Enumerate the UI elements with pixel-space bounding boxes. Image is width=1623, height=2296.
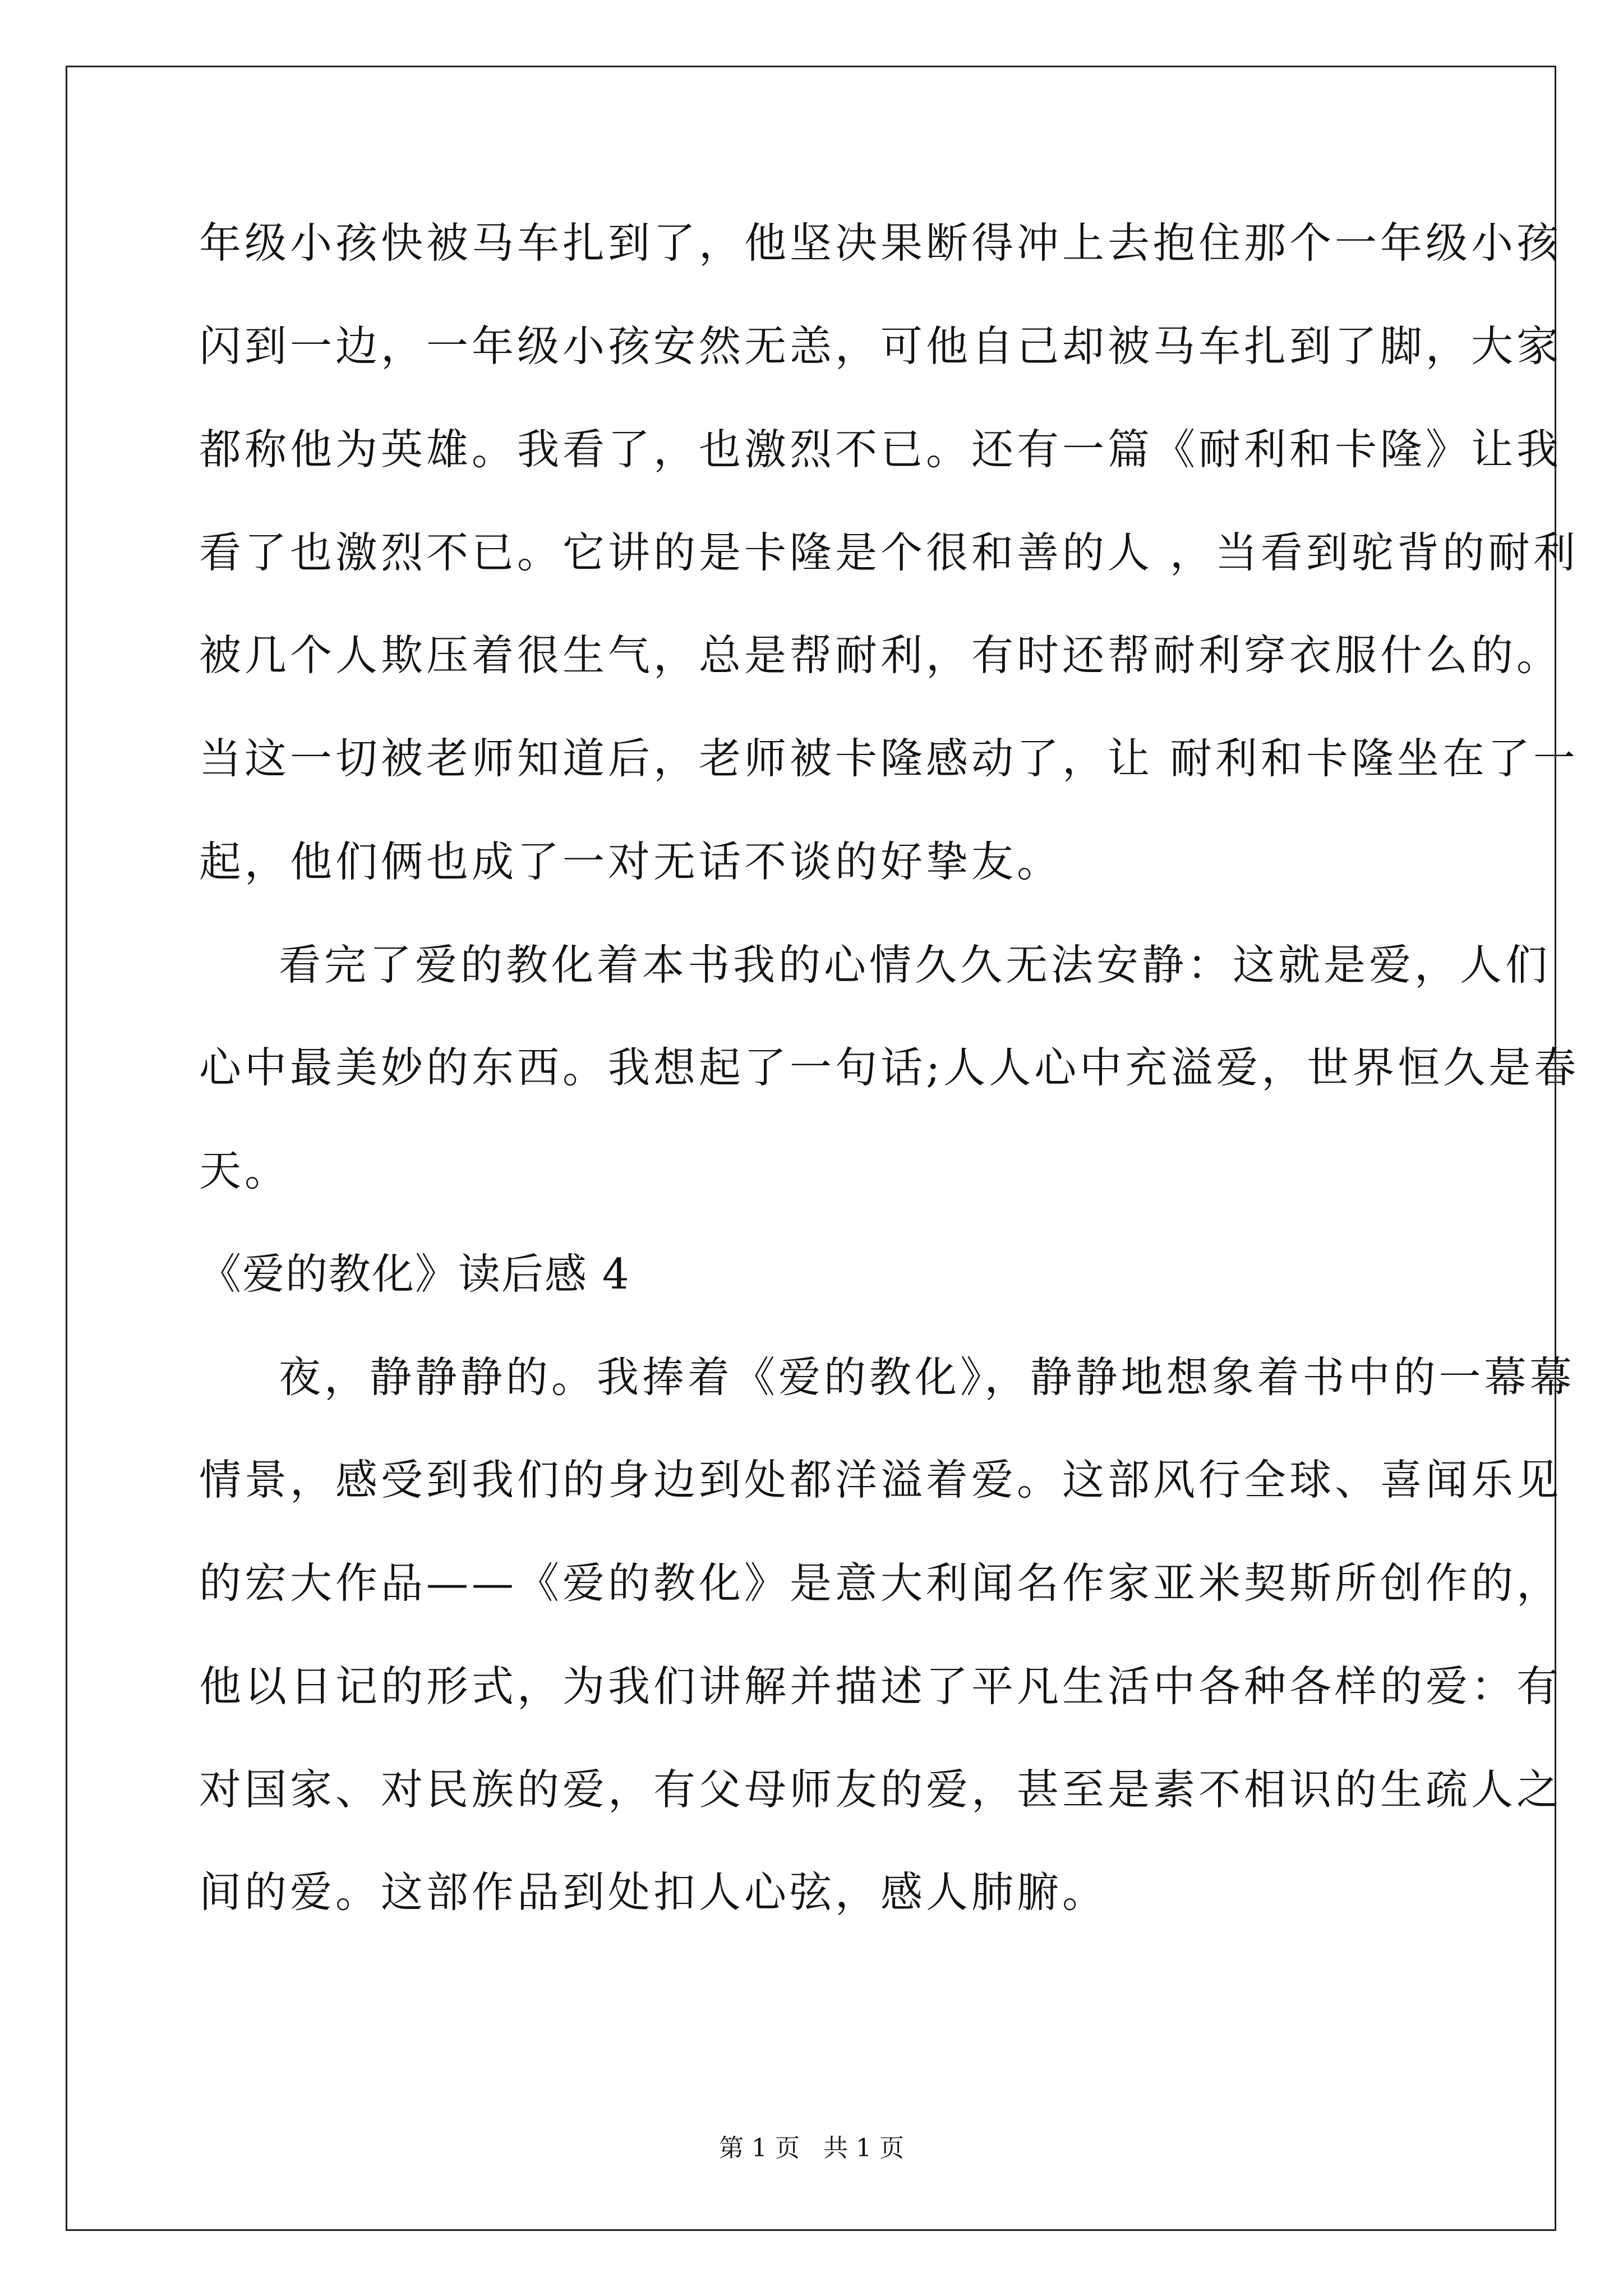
body-line-9: 心中最美妙的东西。我想起了一句话;人人心中充溢爱，世界恒久是春 (199, 1043, 1580, 1092)
body-line-16: 间的爱。这部作品到处扣人心弦，感人肺腑。 (199, 1867, 1108, 1917)
body-line-2: 闪到一边，一年级小孩安然无恙，可他自己却被马车扎到了脚，大家 (199, 321, 1562, 371)
body-line-13: 的宏大作品——《爱的教化》是意大利闻名作家亚米契斯所创作的， (199, 1558, 1562, 1608)
body-line-14: 他以日记的形式，为我们讲解并描述了平凡生活中各种各样的爱：有 (199, 1662, 1562, 1711)
body-line-4: 看了也激烈不已。它讲的是卡隆是个很和善的人 ，当看到驼背的耐利 (199, 528, 1579, 577)
body-line-11: 夜，静静静的。我捧着《爱的教化》，静静地想象着书中的一幕幕 (279, 1352, 1575, 1402)
body-line-6: 当这一切被老师知道后，老师被卡隆感动了，让 耐利和卡隆坐在了一 (199, 734, 1579, 783)
body-line-1: 年级小孩快被马车扎到了，他坚决果断得冲上去抱住那个一年级小孩 (199, 218, 1562, 268)
body-line-15: 对国家、对民族的爱，有父母师友的爱，甚至是素不相识的生疏人之 (199, 1765, 1562, 1814)
body-line-5: 被几个人欺压着很生气，总是帮耐利，有时还帮耐利穿衣服什么的。 (199, 631, 1562, 680)
page-footer: 第 1 页 共 1 页 (719, 2134, 904, 2162)
body-line-8: 看完了爱的教化着本书我的心情久久无法安静：这就是爱，人们 (279, 940, 1551, 990)
body-line-7: 起，他们俩也成了一对无话不谈的好挚友。 (199, 837, 1063, 886)
body-line-3: 都称他为英雄。我看了，也激烈不已。还有一篇《耐利和卡隆》让我 (199, 425, 1562, 474)
body-line-12: 情景，感受到我们的身边到处都洋溢着爱。这部风行全球、喜闻乐见 (199, 1455, 1562, 1504)
body-line-10: 天。 (199, 1146, 291, 1195)
section-heading: 《爱的教化》读后感 4 (199, 1249, 630, 1299)
